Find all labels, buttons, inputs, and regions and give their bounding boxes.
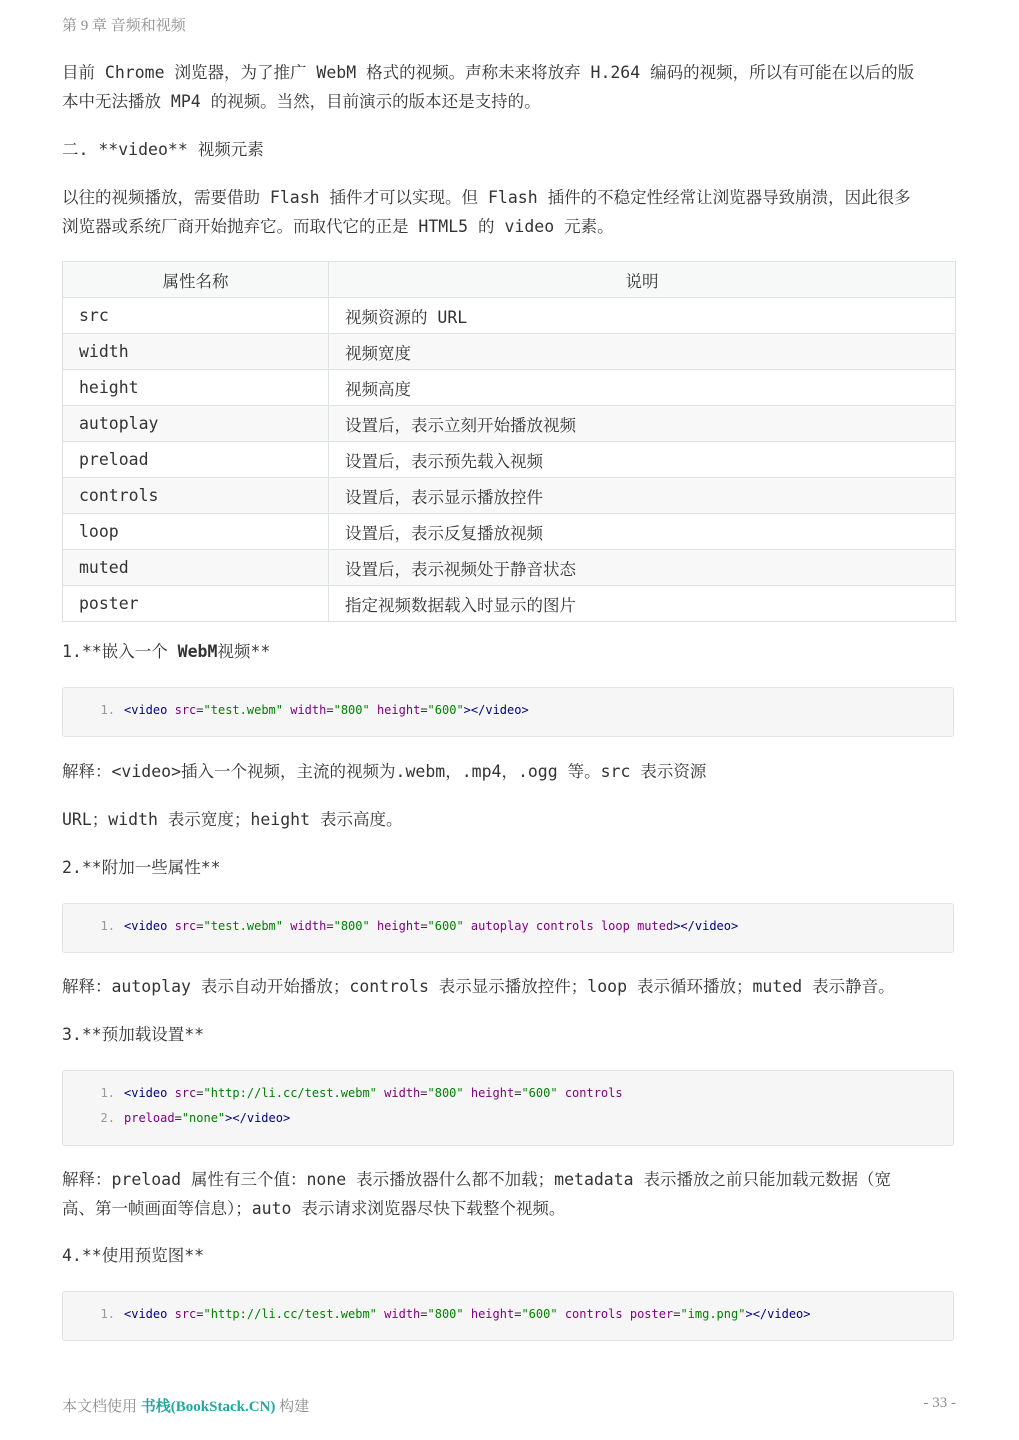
code-line bbox=[63, 914, 953, 939]
step-1-explain-2: URL；width 表示宽度；height 表示高度。 bbox=[62, 810, 403, 829]
code-attr-name: height bbox=[376, 919, 421, 933]
table-row bbox=[63, 442, 956, 478]
code-attr-name: height bbox=[376, 703, 421, 717]
code-attr-name: src bbox=[174, 1086, 197, 1100]
code-attr-name: preload bbox=[124, 1111, 175, 1125]
code-attr-name: width bbox=[384, 1086, 421, 1100]
code-attr-value: "800" bbox=[427, 1086, 464, 1100]
step-1-title-pre: 1.**嵌入一个 bbox=[62, 642, 178, 661]
table-row bbox=[63, 586, 956, 622]
table-header-name: 属性名称 bbox=[63, 262, 329, 298]
code-attr-value: "800" bbox=[333, 919, 370, 933]
page-footer bbox=[62, 1395, 956, 1416]
code-attr-value: "600" bbox=[521, 1086, 558, 1100]
code-line bbox=[63, 1302, 953, 1327]
code-attr-value: "600" bbox=[521, 1307, 558, 1321]
attribute-table bbox=[62, 261, 956, 622]
table-cell-desc: 设置后，表示立刻开始播放视频 bbox=[329, 406, 956, 442]
line-number: 1. bbox=[100, 1307, 115, 1321]
step-2-title: 2.**附加一些属性** bbox=[62, 858, 221, 877]
table-cell-name: poster bbox=[63, 586, 329, 622]
table-cell-desc: 视频宽度 bbox=[329, 334, 956, 370]
code-attr-value: "img.png" bbox=[680, 1307, 746, 1321]
code-eq: = bbox=[420, 1307, 428, 1321]
table-header-desc: 说明 bbox=[329, 262, 956, 298]
code-attr-value: "http://li.cc/test.webm" bbox=[203, 1086, 377, 1100]
code-attr-name: height bbox=[470, 1307, 515, 1321]
code-attr-value: "800" bbox=[427, 1307, 464, 1321]
code-eq: = bbox=[196, 1307, 204, 1321]
code-attr-name: height bbox=[470, 1086, 515, 1100]
table-row bbox=[63, 550, 956, 586]
code-tag-open: <video bbox=[124, 919, 168, 933]
line-number: 1. bbox=[100, 1086, 115, 1100]
code-attr-value: "none" bbox=[181, 1111, 226, 1125]
step-2-explain: 解释：autoplay 表示自动开始播放；controls 表示显示播放控件；loop 表示循环播放；muted 表示静音。 bbox=[62, 977, 895, 996]
step-1-title-post: 视频** bbox=[217, 642, 271, 661]
step-3-explain bbox=[62, 1165, 956, 1223]
code-tag-close: ></video> bbox=[673, 919, 739, 933]
table-cell-name: muted bbox=[63, 550, 329, 586]
table-row bbox=[63, 370, 956, 406]
code-eq: = bbox=[326, 703, 334, 717]
table-header-row bbox=[63, 262, 956, 298]
code-tag-open: <video bbox=[124, 1086, 168, 1100]
section-video-title: 二. **video** 视频元素 bbox=[62, 140, 264, 159]
intro-line-2: 本中无法播放 MP4 的视频。当然，目前演示的版本还是支持的。 bbox=[62, 92, 541, 111]
section-video-paragraph bbox=[62, 183, 956, 241]
code-eq: = bbox=[174, 1111, 182, 1125]
code-line bbox=[63, 1106, 953, 1131]
code-eq: = bbox=[420, 1086, 428, 1100]
code-attr-name: src bbox=[174, 919, 197, 933]
footer-suffix: 构建 bbox=[275, 1399, 310, 1415]
code-eq: = bbox=[196, 703, 204, 717]
table-row bbox=[63, 334, 956, 370]
line-number: 1. bbox=[100, 703, 115, 717]
page-number: - 33 - bbox=[923, 1395, 956, 1411]
code-attr-value: "test.webm" bbox=[203, 703, 283, 717]
code-tag-close: ></video> bbox=[745, 1307, 811, 1321]
table-cell-name: autoplay bbox=[63, 406, 329, 442]
table-cell-desc: 指定视频数据载入时显示的图片 bbox=[329, 586, 956, 622]
table-cell-desc: 设置后，表示预先载入视频 bbox=[329, 442, 956, 478]
step-1-title-strong: WebM bbox=[177, 642, 218, 661]
table-cell-desc: 视频高度 bbox=[329, 370, 956, 406]
code-line bbox=[63, 1081, 953, 1106]
table-cell-desc: 设置后，表示视频处于静音状态 bbox=[329, 550, 956, 586]
table-row bbox=[63, 514, 956, 550]
table-cell-name: controls bbox=[63, 478, 329, 514]
code-eq: = bbox=[196, 919, 204, 933]
table-cell-name: width bbox=[63, 334, 329, 370]
code-tag-open: <video bbox=[124, 1307, 168, 1321]
step-3-explain-line-2: 高、第一帧画面等信息）；auto 表示请求浏览器尽快下载整个视频。 bbox=[62, 1199, 566, 1218]
code-attr-name: src bbox=[174, 703, 197, 717]
table-row bbox=[63, 298, 956, 334]
code-attr-name: src bbox=[174, 1307, 197, 1321]
code-eq: = bbox=[196, 1086, 204, 1100]
code-block-3 bbox=[62, 1070, 954, 1146]
step-1-title bbox=[62, 637, 956, 666]
code-attr-flags: autoplay controls loop muted bbox=[470, 919, 674, 933]
code-attr-name: controls bbox=[564, 1086, 623, 1100]
table-row bbox=[63, 478, 956, 514]
step-1-explain-1: 解释：<video>插入一个视频，主流的视频为.webm，.mp4，.ogg 等。src 表示资源 bbox=[62, 762, 707, 781]
code-attr-value: "http://li.cc/test.webm" bbox=[203, 1307, 377, 1321]
code-attr-name: width bbox=[384, 1307, 421, 1321]
step-4-title: 4.**使用预览图** bbox=[62, 1246, 205, 1265]
code-attr-name: width bbox=[290, 703, 327, 717]
intro-line-1: 目前 Chrome 浏览器，为了推广 WebM 格式的视频。声称未来将放弃 H.264 编码的视频，所以有可能在以后的版 bbox=[62, 63, 915, 82]
code-block-2 bbox=[62, 903, 954, 953]
section-video-line-2: 浏览器或系统厂商开始抛弃它。而取代它的正是 HTML5 的 video 元素。 bbox=[62, 217, 614, 236]
code-eq: = bbox=[514, 1086, 522, 1100]
line-number: 2. bbox=[100, 1111, 115, 1125]
chapter-header: 第 9 章 音频和视频 bbox=[62, 18, 186, 34]
code-attr-name: width bbox=[290, 919, 327, 933]
footer-prefix: 本文档使用 bbox=[62, 1399, 141, 1415]
code-eq: = bbox=[326, 919, 334, 933]
code-tag-close: ></video> bbox=[225, 1111, 291, 1125]
code-eq: = bbox=[514, 1307, 522, 1321]
code-attr-name: poster bbox=[629, 1307, 674, 1321]
code-attr-value: "800" bbox=[333, 703, 370, 717]
section-video-line-1: 以往的视频播放，需要借助 Flash 插件才可以实现。但 Flash 插件的不稳定性经常让浏览器导致崩溃，因此很多 bbox=[62, 188, 911, 207]
code-eq: = bbox=[673, 1307, 681, 1321]
table-cell-desc: 设置后，表示显示播放控件 bbox=[329, 478, 956, 514]
code-attr-value: "600" bbox=[427, 703, 464, 717]
code-attr-value: "600" bbox=[427, 919, 464, 933]
code-attr-name: controls bbox=[564, 1307, 623, 1321]
code-block-1 bbox=[62, 687, 954, 737]
table-cell-name: loop bbox=[63, 514, 329, 550]
footer-brand-link[interactable]: 书栈(BookStack.CN) bbox=[140, 1399, 276, 1415]
table-cell-desc: 设置后，表示反复播放视频 bbox=[329, 514, 956, 550]
code-tag-open: <video bbox=[124, 703, 168, 717]
code-attr-value: "test.webm" bbox=[203, 919, 283, 933]
table-cell-desc: 视频资源的 URL bbox=[329, 298, 956, 334]
code-eq: = bbox=[420, 703, 428, 717]
code-tag-close: ></video> bbox=[463, 703, 529, 717]
step-3-explain-line-1: 解释：preload 属性有三个值：none 表示播放器什么都不加载；metadata 表示播放之前只能加载元数据（宽 bbox=[62, 1170, 892, 1189]
step-3-title: 3.**预加载设置** bbox=[62, 1025, 205, 1044]
table-cell-name: height bbox=[63, 370, 329, 406]
table-cell-name: src bbox=[63, 298, 329, 334]
line-number: 1. bbox=[100, 919, 115, 933]
code-block-4 bbox=[62, 1291, 954, 1341]
table-row bbox=[63, 406, 956, 442]
table-cell-name: preload bbox=[63, 442, 329, 478]
code-eq: = bbox=[420, 919, 428, 933]
code-line bbox=[63, 698, 953, 723]
intro-paragraph bbox=[62, 58, 956, 116]
